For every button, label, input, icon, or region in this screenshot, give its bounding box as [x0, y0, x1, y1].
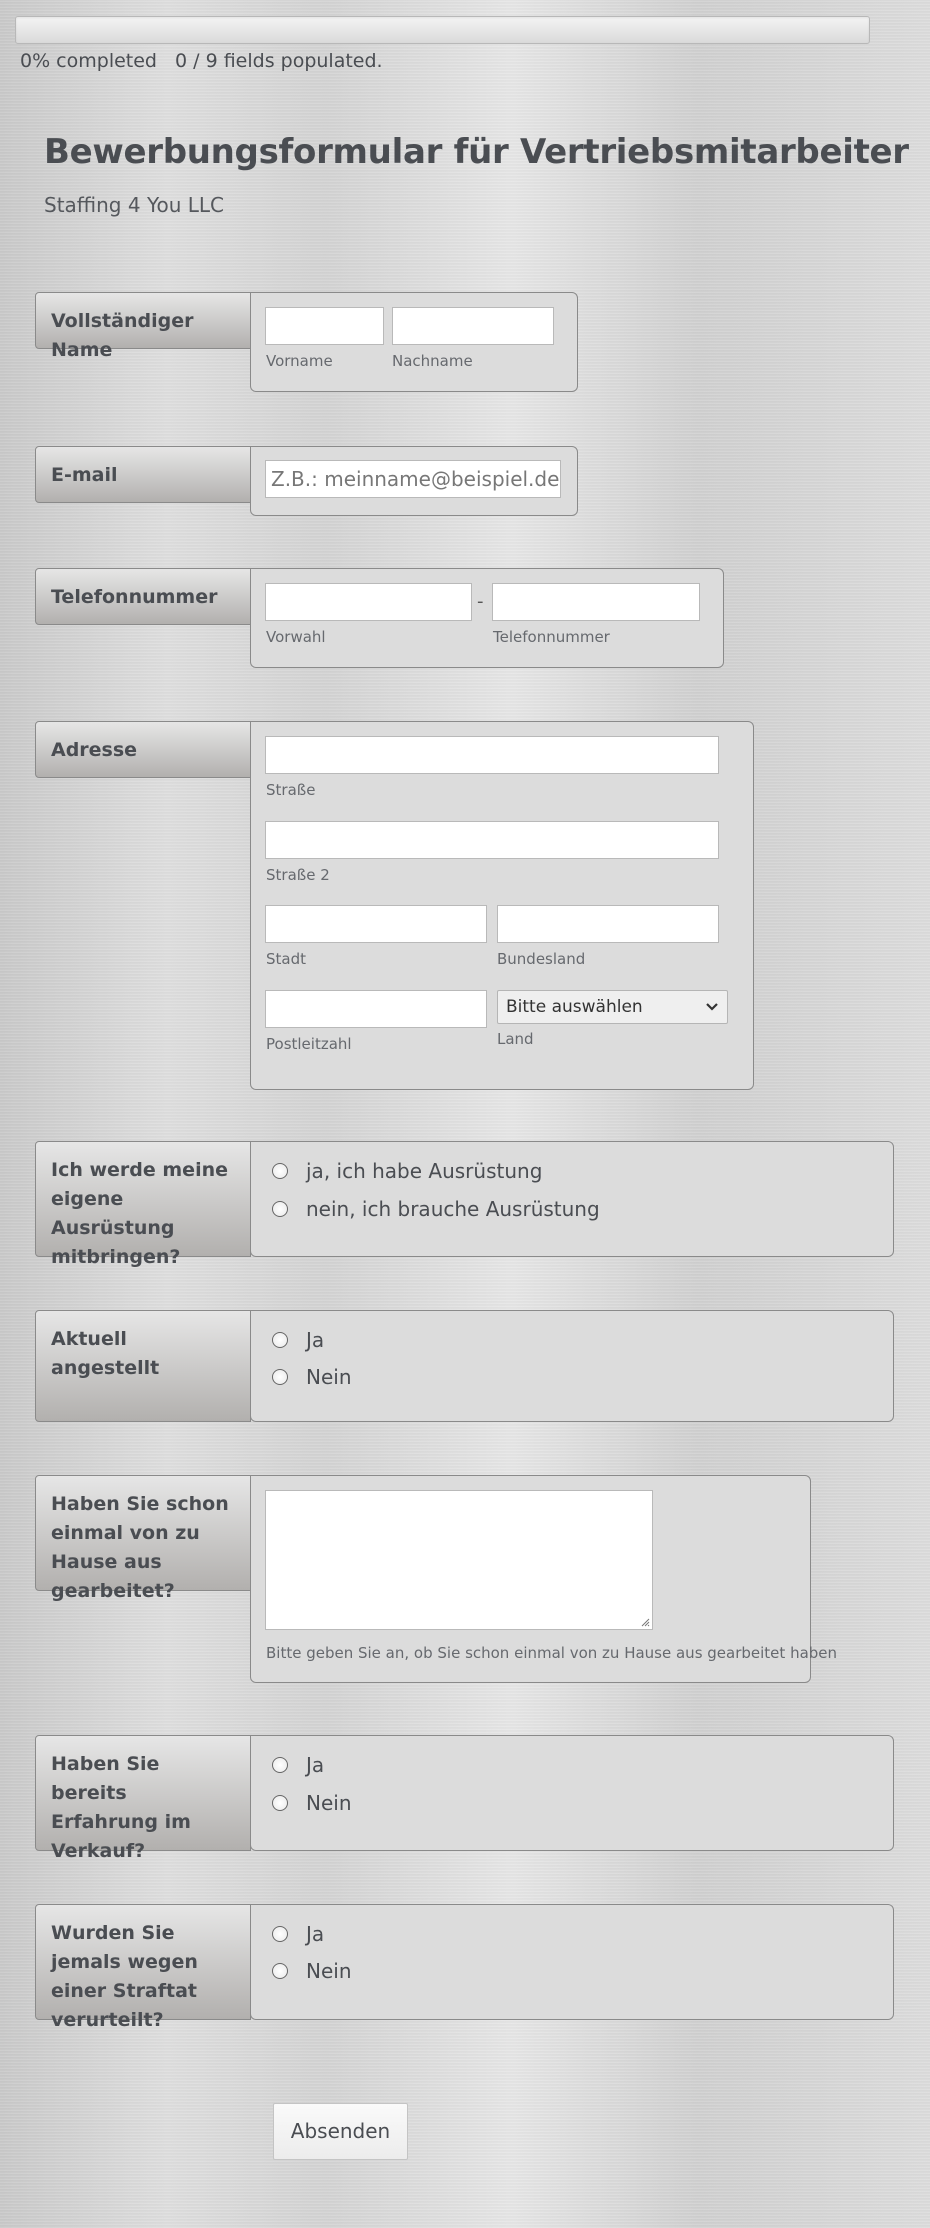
street-input[interactable] — [265, 736, 719, 774]
last-name-sublabel: Nachname — [392, 352, 473, 370]
phone-area-sublabel: Vorwahl — [266, 628, 326, 646]
phone-number-sublabel: Telefonnummer — [493, 628, 610, 646]
country-sublabel: Land — [497, 1030, 534, 1048]
home-office-textarea[interactable] — [265, 1490, 653, 1630]
chevron-down-icon — [705, 1000, 719, 1014]
progress-percent: 0% completed — [20, 50, 157, 72]
email-input[interactable]: Z.B.: meinname@beispiel.de — [265, 460, 561, 498]
radio-option-sales-yes[interactable]: Ja — [272, 1752, 472, 1778]
radio-option-criminal-no[interactable]: Nein — [272, 1958, 472, 1984]
state-sublabel: Bundesland — [497, 950, 586, 968]
radio-option-equipment-yes[interactable]: ja, ich habe Ausrüstung — [272, 1158, 632, 1184]
question-label-sales-experience: Haben Sie bereits Erfahrung im Verkauf? — [35, 1735, 251, 1851]
radio-option-criminal-yes[interactable]: Ja — [272, 1921, 472, 1947]
radio-button[interactable] — [272, 1926, 288, 1942]
phone-number-input[interactable] — [492, 583, 700, 621]
radio-button[interactable] — [272, 1163, 288, 1179]
radio-button[interactable] — [272, 1369, 288, 1385]
street2-input[interactable] — [265, 821, 719, 859]
radio-button[interactable] — [272, 1757, 288, 1773]
radio-option-equipment-no[interactable]: nein, ich brauche Ausrüstung — [272, 1196, 632, 1222]
state-input[interactable] — [497, 905, 719, 943]
street2-sublabel: Straße 2 — [266, 866, 330, 884]
zip-sublabel: Postleitzahl — [266, 1035, 352, 1053]
radio-option-sales-no[interactable]: Nein — [272, 1790, 472, 1816]
resize-grip-icon[interactable] — [640, 1617, 650, 1627]
progress-bar — [15, 16, 870, 44]
city-input[interactable] — [265, 905, 487, 943]
progress-fields-count: 0 / 9 fields populated. — [175, 50, 383, 72]
question-label-email: E-mail — [35, 446, 251, 503]
phone-area-input[interactable] — [265, 583, 472, 621]
form-subtitle: Staffing 4 You LLC — [44, 193, 225, 217]
radio-option-employed-yes[interactable]: Ja — [272, 1327, 472, 1353]
question-label-equipment: Ich werde meine eigene Ausrüstung mitbringen? — [35, 1141, 251, 1257]
country-select-value: Bitte auswählen — [506, 997, 643, 1017]
form-title: Bewerbungsformular für Vertriebsmitarbeiter — [44, 132, 909, 172]
radio-button[interactable] — [272, 1332, 288, 1348]
first-name-sublabel: Vorname — [266, 352, 333, 370]
question-label-criminal-record: Wurden Sie jemals wegen einer Straftat verurteilt? — [35, 1904, 251, 2020]
country-select[interactable] — [497, 990, 728, 1024]
first-name-input[interactable] — [265, 307, 384, 345]
street-sublabel: Straße — [266, 781, 316, 799]
question-label-phone: Telefonnummer — [35, 568, 251, 625]
progress-status — [20, 50, 401, 72]
zip-input[interactable] — [265, 990, 487, 1028]
question-label-employed: Aktuell angestellt — [35, 1310, 251, 1422]
radio-option-employed-no[interactable]: Nein — [272, 1364, 472, 1390]
radio-button[interactable] — [272, 1201, 288, 1217]
city-sublabel: Stadt — [266, 950, 306, 968]
question-label-full-name: Vollständiger Name — [35, 292, 251, 349]
radio-button[interactable] — [272, 1963, 288, 1979]
submit-button[interactable]: Absenden — [273, 2103, 408, 2160]
home-office-hint: Bitte geben Sie an, ob Sie schon einmal von zu Hause aus gearbeitet haben — [266, 1644, 838, 1662]
last-name-input[interactable] — [392, 307, 554, 345]
question-label-home-office: Haben Sie schon einmal von zu Hause aus gearbeitet? — [35, 1475, 251, 1591]
phone-separator: - — [477, 591, 484, 612]
radio-button[interactable] — [272, 1795, 288, 1811]
question-label-address: Adresse — [35, 721, 251, 778]
